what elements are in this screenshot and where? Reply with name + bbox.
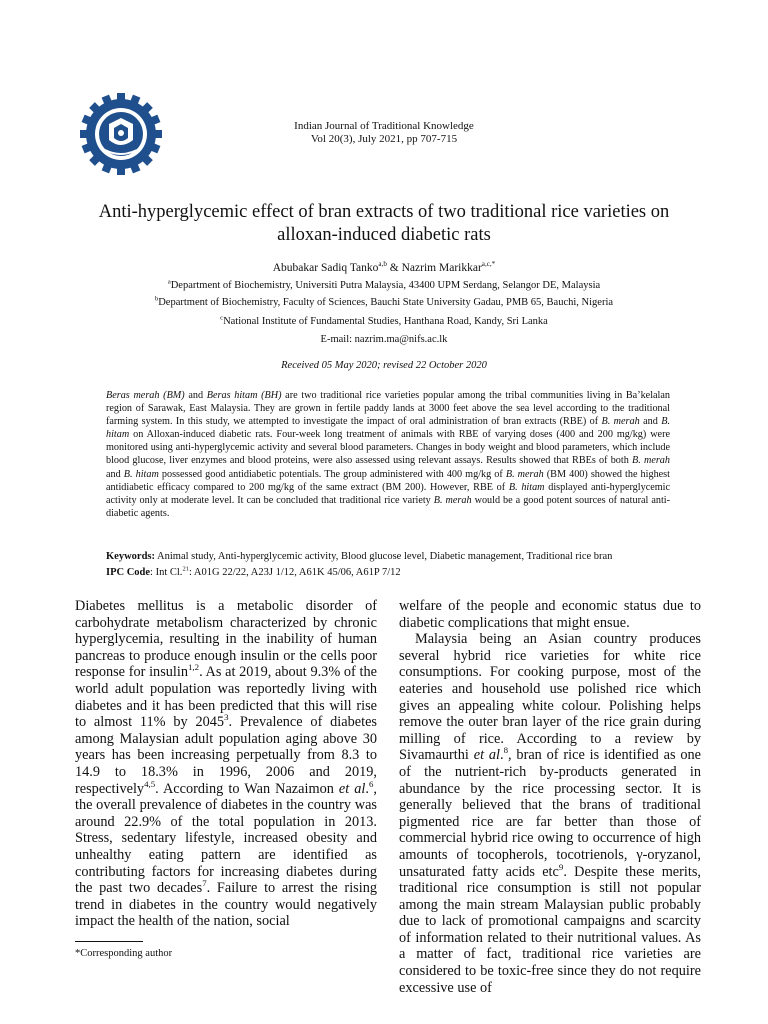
affiliation-a [0,279,768,292]
paper-title-line-2: alloxan-induced diabetic rats [277,225,491,245]
affiliation-mark: a [167,278,171,286]
keywords [106,550,706,564]
et-al: et al [473,747,500,764]
body-column-right [399,598,701,996]
body-text: . As at 2019, about 9.3% of the world adult population was reportedly living with diabetes and it has been predicted that this will rise to almost 11% by 2045 [75,664,377,731]
body-text: . Despite these merits, traditional rice consumption is still not popular among the main stream Malaysian public probably due to lack of promotional campaigns and scarcity of information related to their nutritional values. As a matter of fact, traditional rice varieties are considered to be toxic-free since they do not require excessive use of [399,863,701,996]
footnote: *Corresponding author [75,948,173,959]
abstract-text: on Alloxan-induced diabetic rats. Four-week long treatment of animals with RBE of varying doses (400 and 200 mg/kg) were monitored using anti-hyperglycemic activity and several blood parameters. Changes in body weight and blood parameters, which include blood glucose, liver enzymes and blood proteins, were also assessed using relevant assays. Results showed that RBEs of both [106,429,670,467]
abstract-term: B. merah [601,416,640,428]
keywords-label: Keywords: [106,551,155,562]
abstract-text: and [106,468,124,480]
citation-ref: 4,5 [144,778,156,789]
abstract-text: and [639,416,662,428]
abstract-term: Beras merah (BM) [106,390,185,401]
abstract-term: B. hitam [123,468,159,480]
contact-email: E-mail: nazrim.ma@nifs.ac.lk [320,334,448,345]
body-paragraph [399,631,701,996]
citation-ref: 3 [224,712,229,723]
body-text: . According to Wan Nazaimon [155,780,339,797]
et-al: et al [338,780,366,797]
author-2-affiliation-letters: a,c, [481,260,492,269]
body-text: . [500,747,504,764]
citation-ref: 7 [202,878,207,889]
affiliation-text: Department of Biochemistry, Faculty of Sciences, Bauchi State University Gadau, PMB 65, Bauchi, Nigeria [158,297,614,308]
author-list [0,261,768,275]
affiliation-text: National Institute of Fundamental Studies, Hanthana Road, Kandy, Sri Lanka [223,316,548,327]
body-text: . Prevalence of diabetes among Malaysian adult population aging above 30 years has been increasing perpetually from 8.3 to 14.9 to 18.3% in 1996, 2006 and 2019, respectively [75,714,377,797]
affiliation-mark: b [154,295,159,303]
author-1-affiliation-mark: a,b [378,260,387,269]
body-text: . [365,780,369,797]
abstract-term: B. hitam [106,416,670,441]
body-paragraph [75,598,377,930]
affiliation-text: Department of Biochemistry, Universiti Putra Malaysia, 43400 UPM Serdang, Selangor DE, Malaysia [170,280,601,291]
abstract [106,389,670,520]
abstract-term: B. hitam [508,481,545,493]
abstract-text: possessed good antidiabetic potentials. The group administered with 400 mg/kg of [158,468,506,480]
body-text: . Failure to arrest the rising trend in diabetes in the country would negatively impact the health of the nation, social [75,880,377,930]
ipc-edition: 21 [182,565,189,573]
body-column-left [75,598,377,930]
citation-ref: 9 [558,861,564,872]
body-text: Malaysia being an Asian country produces several hybrid rice varieties for white rice consumptions. For cooking purpose, most of the eateries and household use polished rice which gives an appealing white colour. Polishing helps remove the outer bran layer of the rice grain during milling of rice. According to a review by Sivamaurthi [399,631,701,764]
abstract-text: are two traditional rice varieties popular among the tribal communities living in Ba’kelalan region of Sarawak, East Malaysia. They are grown in fertile paddy lands at 3000 feet above the sea level according to the traditional farming system. In this study, we attempted to investigate the impact of oral administration of bran extracts (RBE) of [106,390,671,428]
citation-ref: 8 [503,745,509,756]
ipc-code [106,566,706,580]
abstract-text: (BM 400) showed the highest antidiabetic efficacy compared to 200 mg/kg of the same extract (BM 200). However, RBE of [106,468,670,493]
ipc-prefix: : Int Cl. [150,567,183,578]
ipc-label: IPC Code [106,567,151,578]
abstract-text: would be a good potent sources of natural anti-diabetic agents. [106,494,671,519]
affiliation-mark: c [220,314,224,322]
paper-title [60,201,708,247]
abstract-term: B. merah [632,455,670,467]
paper-title-line-1: Anti-hyperglycemic effect of bran extracts of two traditional rice varieties on [98,202,670,222]
body-paragraph: welfare of the people and economic status due to diabetic complications that might ensue. [399,598,701,631]
abstract-term: Beras hitam (BH) [206,390,282,401]
author-1: Abubakar Sadiq Tanko [272,262,379,274]
body-text: , bran of rice is identified as one of the nutrient-rich by-products generated in abundance by the rice processing sector. It is generally believed that the brans of traditional pigmented rice are far better than those of commercial hybrid rice owing to occurrence of high amounts of tocopherols, tocotrienols, γ-oryzanol, unsaturated fatty acids etc [399,747,701,880]
keywords-text: Animal study, Anti-hyperglycemic activity, Blood glucose level, Diabetic management, Traditional rice bran [155,551,613,562]
citation-ref: 1,2 [188,662,200,673]
corresponding-mark: * [491,260,496,269]
body-text: Diabetes mellitus is a metabolic disorder of carbohydrate metabolism characterized by chronic hyperglycemia, resulting in the inability of human pancreas to produce enough insulin or the cells poor response for insulin [75,598,377,681]
affiliation-c [0,315,768,328]
footnote-divider [75,941,143,942]
abstract-text: displayed anti-hyperglycemic activity only at moderate level. It can be concluded that traditional rice variety [106,481,671,506]
body-text: , the overall prevalence of diabetes in the country was around 22.9% of the total population in 2013. Stress, sedentary lifestyle, increased obesity and unhealthy eating pattern are identified as contributing factors for increasing diabetes during the past two decades [75,780,377,897]
journal-issue: Vol 20(3), July 2021, pp 707-715 [310,133,458,145]
author-separator: & [386,262,402,274]
journal-name: Indian Journal of Traditional Knowledge [294,120,474,132]
abstract-term: B. merah [505,468,544,480]
affiliation-b [0,296,768,309]
journal-header [0,120,768,146]
abstract-text: and [184,390,207,401]
citation-ref: 6 [368,778,374,789]
author-2: Nazrim Marikkar [401,262,482,274]
received-dates: Received 05 May 2020; revised 22 October 2020 [281,360,487,371]
abstract-term: B. merah [433,494,472,506]
author-2-affiliation-mark [482,260,495,268]
ipc-codes: : A01G 22/22, A23J 1/12, A61K 45/06, A61P 7/12 [188,567,401,578]
